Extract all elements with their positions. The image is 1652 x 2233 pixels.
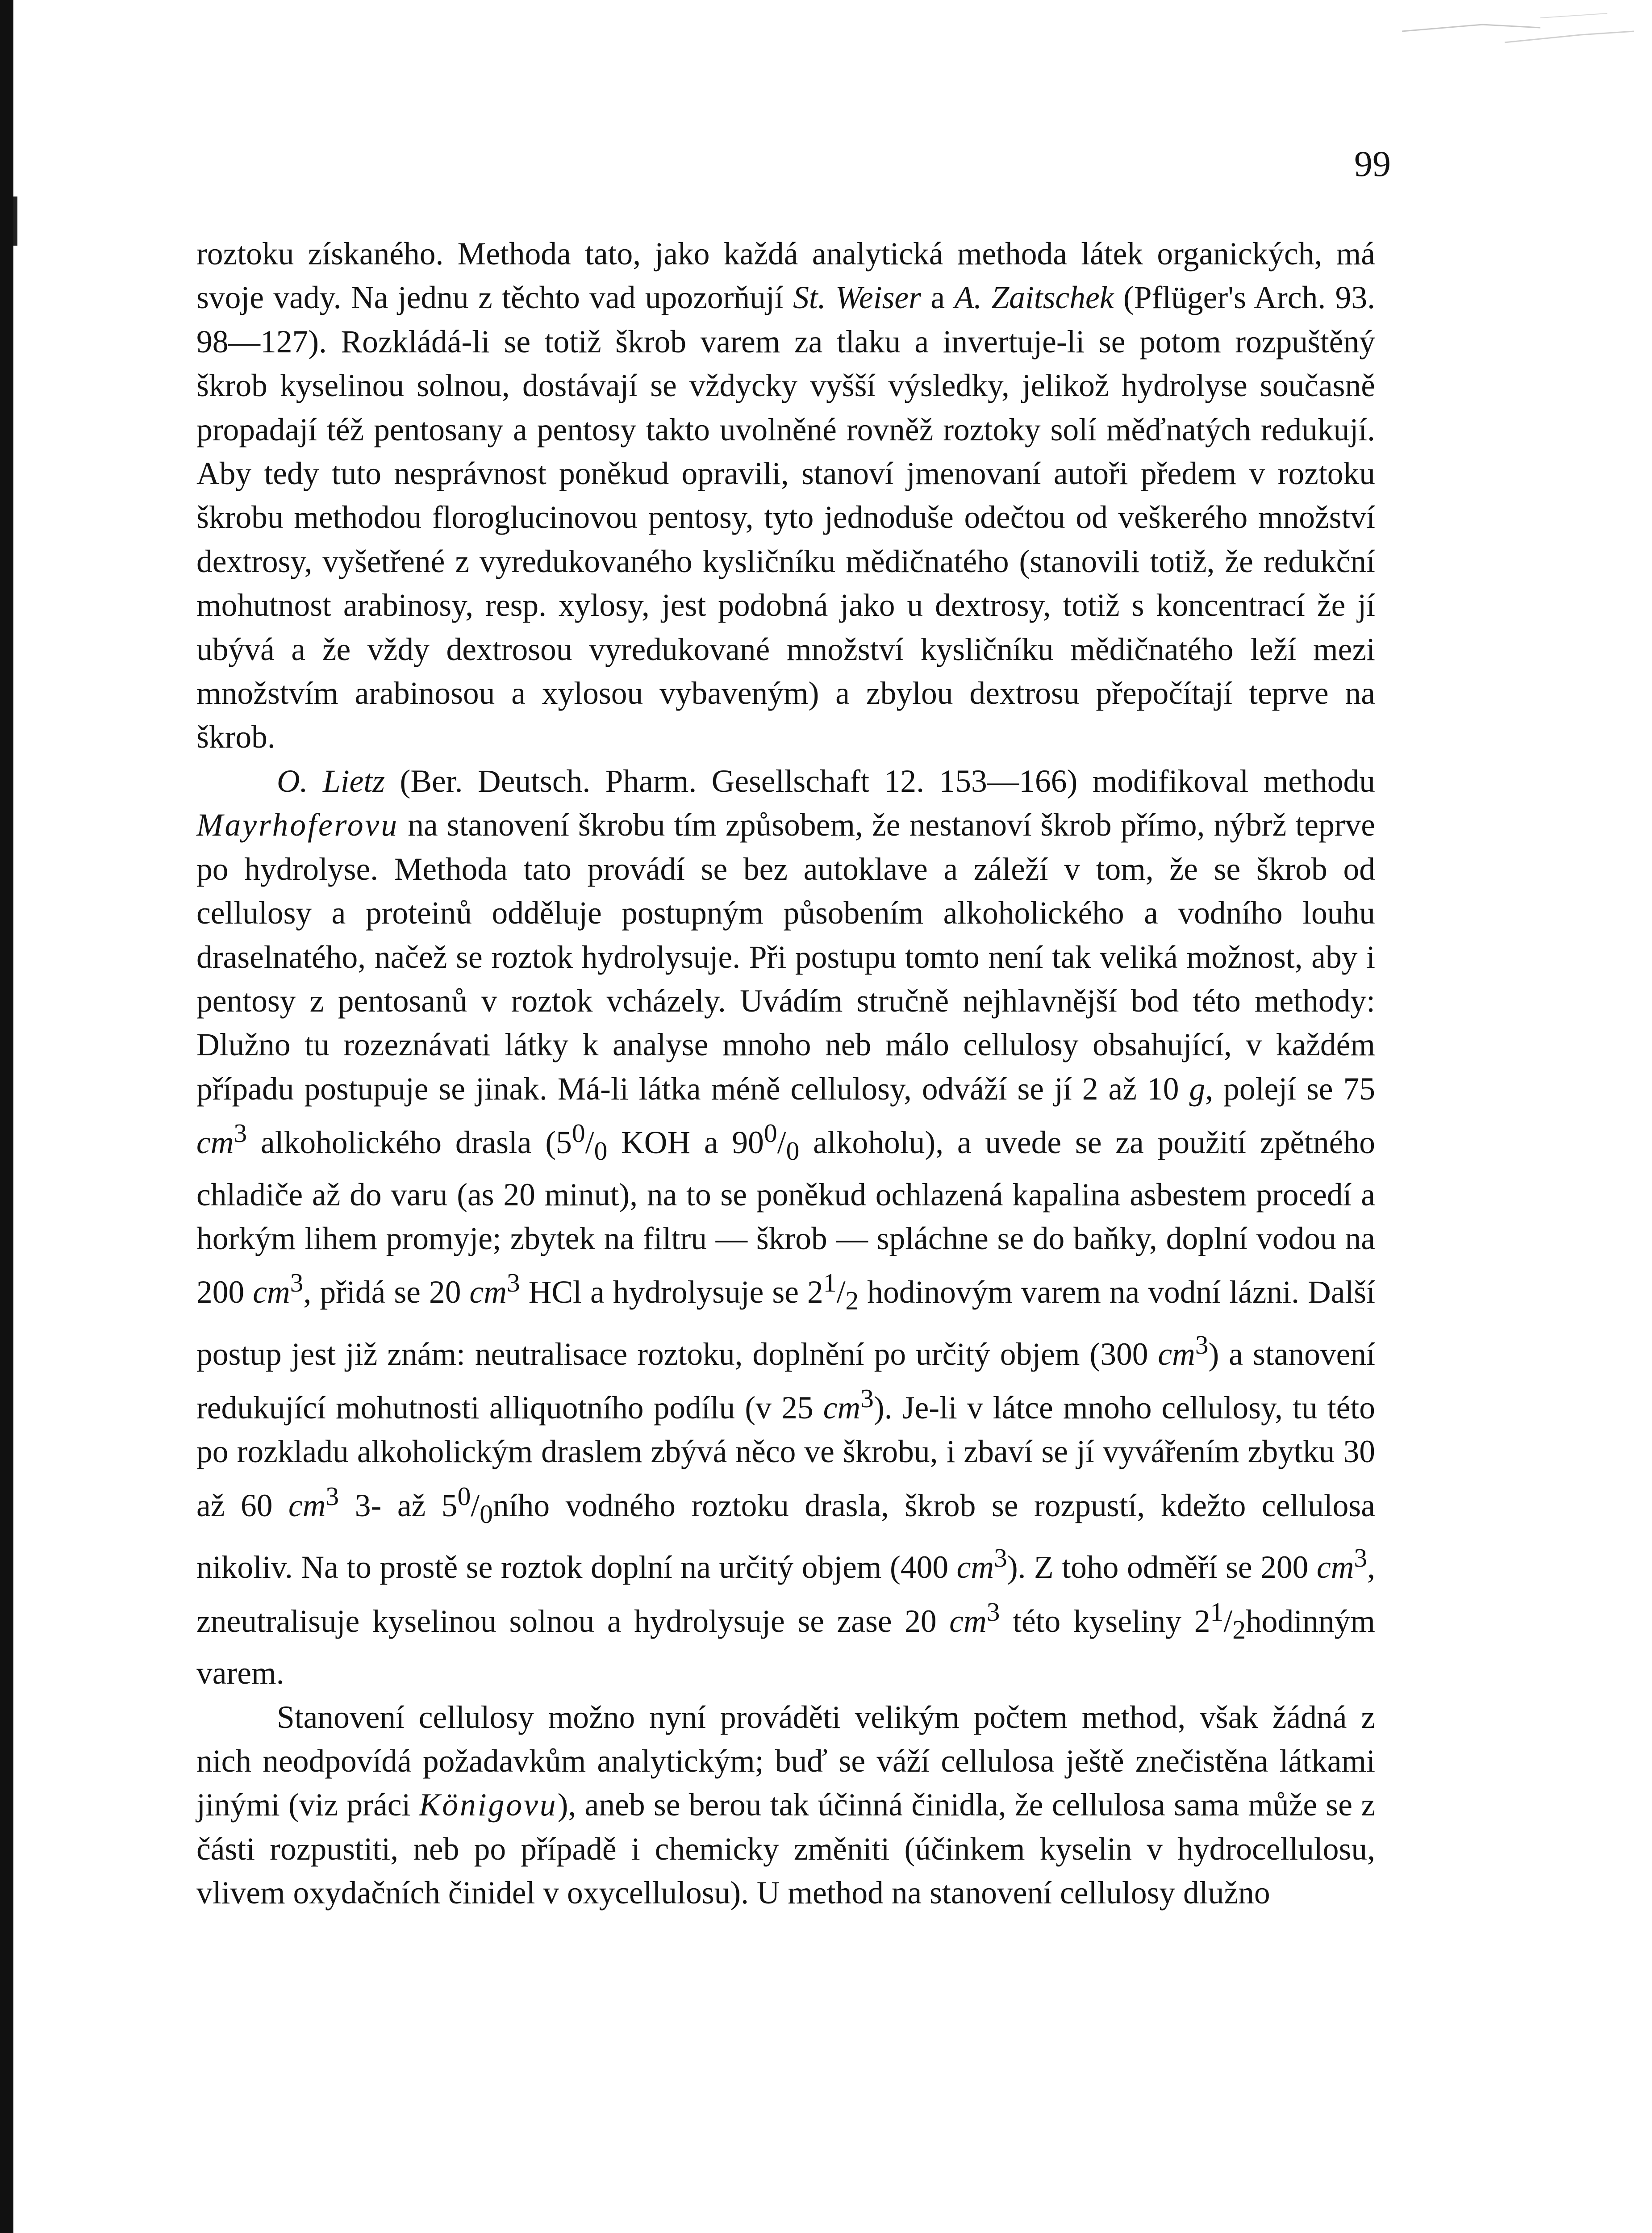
text-run: / bbox=[836, 1275, 846, 1310]
superscript: 0 bbox=[457, 1481, 471, 1511]
subscript: 0 bbox=[480, 1499, 493, 1529]
subscript: 2 bbox=[845, 1286, 859, 1316]
superscript: 1 bbox=[823, 1268, 837, 1298]
text-run: ). Je-li v látce mnoho cellulosy, tu této po rozkladu alkoholickým draslem zbývá něco ve škrobu, i zbaví se jí vyvářením zbytku 30 až 60 bbox=[196, 1390, 1375, 1523]
text-run: na stanovení škrobu tím způsobem, že nestanoví škrob přímo, nýbrž teprve po hydrolyse. Methoda tato provádí se bez autoklave a záleží v tom, že se škrob od cellulosy a proteinů odděluje postupným působením alkoholického a vodního louhu draselnatého, načež se roztok hydrolysuje. Při postupu tomto není tak veliká možnost, aby i pentosy z pentosanů v roztok vcházely. Uvádím stručně nejhlavnější bod této methody: Dlužno tu rozeznávati látky k analyse mnoho neb málo cellulosy obsahující, v každém případu postupuje se jinak. Má-li látka méně cellulosy, odváží se jí 2 až 10 bbox=[196, 807, 1375, 1107]
text-run: / bbox=[777, 1125, 786, 1160]
italic-text: cm bbox=[253, 1275, 290, 1310]
spaced-name: Mayrhoferovu bbox=[196, 807, 399, 843]
spaced-name: Königovu bbox=[419, 1787, 558, 1823]
superscript: 3 bbox=[994, 1543, 1007, 1573]
italic-text: cm bbox=[1316, 1550, 1354, 1585]
subscript: 0 bbox=[786, 1136, 800, 1166]
superscript: 0 bbox=[572, 1118, 585, 1148]
text-run: 3- až 5 bbox=[339, 1488, 458, 1523]
scan-corner-artifact bbox=[1393, 0, 1643, 63]
scan-edge-mark bbox=[13, 197, 17, 246]
italic-text: cm bbox=[949, 1603, 987, 1639]
italic-text: cm bbox=[1158, 1336, 1195, 1372]
text-run: roztoku získaného. Methoda tato, jako každá analytická methoda látek organických, má svoje vady. Na jednu z těchto vad upozorňují bbox=[196, 236, 1375, 316]
text-run: a bbox=[921, 280, 955, 316]
text-run: ního vodného roztoku drasla, škrob se rozpustí, kdežto cellulosa nikoliv. Na to prostě se roztok doplní na určitý objem (400 bbox=[196, 1488, 1375, 1585]
superscript: 3 bbox=[234, 1118, 247, 1148]
text-run: alkoholu), a uvede se za použití zpětného chladiče až do varu (as 20 minut), na to se poněkud ochlazená kapalina asbestem procedí a horkým lihem promyje; zbytek na filtru — škrob — spláchne se do baňky, doplní vodou na 200 bbox=[196, 1125, 1375, 1310]
superscript: 3 bbox=[325, 1481, 339, 1511]
superscript: 3 bbox=[506, 1268, 520, 1298]
text-run: KOH a 90 bbox=[607, 1125, 764, 1160]
italic-text: g bbox=[1189, 1071, 1206, 1107]
italic-text: cm bbox=[288, 1488, 326, 1523]
superscript: 3 bbox=[1354, 1543, 1368, 1573]
text-run: / bbox=[1223, 1603, 1233, 1639]
italic-text: St. Weiser bbox=[793, 280, 921, 316]
text-run: ), aneb se berou tak účinná činidla, že cellulosa sama může se z části rozpustiti, neb po případě i chemicky změniti (účinkem kyselin v hydrocellulosu, vlivem oxydačních činidel v oxycellulosu). U method na stanovení cellulosy dlužno bbox=[196, 1787, 1376, 1911]
text-run: (Ber. Deutsch. Pharm. Gesellschaft 12. 153—166) modifikoval methodu bbox=[385, 763, 1375, 799]
scan-left-edge bbox=[0, 0, 13, 2233]
text-run: hodinovým varem na vodní lázni. Další postup jest již znám: neutralisace roztoku, doplnění po určitý objem (300 bbox=[196, 1275, 1375, 1372]
superscript: 3 bbox=[1195, 1330, 1209, 1359]
italic-text: cm bbox=[196, 1125, 234, 1160]
superscript: 3 bbox=[986, 1597, 1000, 1627]
text-run: , zneutralisuje kyselinou solnou a hydrolysuje se zase 20 bbox=[196, 1550, 1375, 1639]
text-run: HCl a hydrolysuje se 2 bbox=[520, 1275, 823, 1310]
text-run: hodinným varem. bbox=[196, 1603, 1375, 1691]
italic-text: O. Lietz bbox=[277, 763, 385, 799]
subscript: 0 bbox=[594, 1136, 608, 1166]
text-run: alkoholického drasla (5 bbox=[247, 1125, 572, 1160]
superscript: 3 bbox=[860, 1384, 874, 1413]
paragraph bbox=[196, 1696, 1375, 1915]
text-run: (Pflüger's Arch. 93. 98—127). Rozkládá-li se totiž škrob varem za tlaku a invertuje-li se potom rozpuštěný škrob kyselinou solnou, dostávají se vždycky vyšší výsledky, jelikož hydrolyse současně propadají též pentosany a pentosy takto uvolněné rovněž roztoky solí měďnatých redukují. Aby tedy tuto nesprávnost poněkud opravili, stanoví jmenovaní autoři předem v roztoku škrobu methodou floroglucinovou pentosy, tyto jednoduše odečtou od veškerého množství dextrosy, vyšetřené z vyredukovaného kysličníku mědičnatého (stanovili totiž, že redukční mohutnost arabinosy, resp. xylosy, jest podobná jako u dextrosy, totiž s koncentrací že jí ubývá a že vždy dextrosou vyredukované množství kysličníku mědičnatého leží mezi množstvím arabinosou a xylosou vybaveným) a zbylou dextrosu přepočítají teprve na škrob. bbox=[196, 280, 1375, 755]
body-text bbox=[196, 232, 1375, 1915]
italic-text: cm bbox=[956, 1550, 994, 1585]
text-run: / bbox=[471, 1488, 480, 1523]
superscript: 0 bbox=[763, 1118, 777, 1148]
paragraph bbox=[196, 760, 1375, 1696]
page-number: 99 bbox=[1354, 143, 1391, 184]
text-run: Stanovení cellulosy možno nyní prováděti velikým počtem method, však žádná z nich neodpovídá požadavkům analytickým; buď se váží cellulosa ještě znečistěna látkami jinými (viz práci bbox=[196, 1699, 1375, 1823]
text-run: , přidá se 20 bbox=[303, 1275, 470, 1310]
text-run: ). Z toho odměří se 200 bbox=[1007, 1550, 1317, 1585]
italic-text: cm bbox=[823, 1390, 861, 1426]
text-run: této kyseliny 2 bbox=[1000, 1603, 1210, 1639]
italic-text: A. Zaitschek bbox=[954, 280, 1114, 316]
text-run: , polejí se 75 bbox=[1205, 1071, 1376, 1107]
paragraph bbox=[196, 232, 1375, 760]
text-run: / bbox=[585, 1125, 594, 1160]
subscript: 2 bbox=[1232, 1614, 1246, 1644]
superscript: 1 bbox=[1210, 1597, 1224, 1627]
italic-text: cm bbox=[469, 1275, 507, 1310]
superscript: 3 bbox=[290, 1268, 304, 1298]
text-run: ) a stanovení redukující mohutnosti alliquotního podílu (v 25 bbox=[196, 1336, 1375, 1426]
